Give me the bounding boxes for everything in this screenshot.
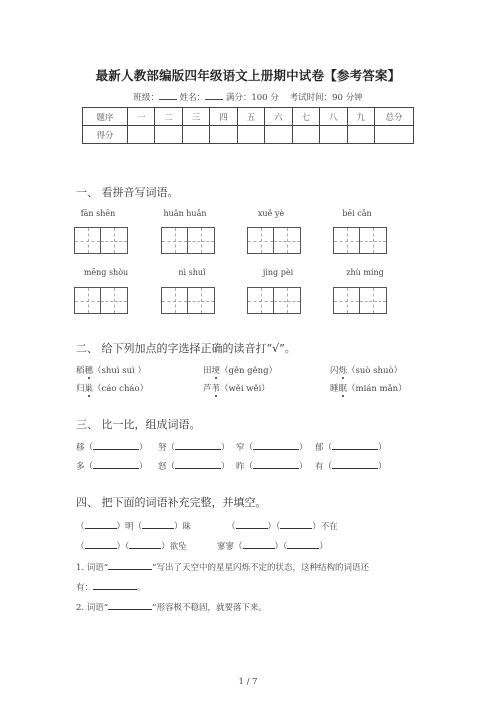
idiom-line-4: 寥寥（ ）（ ） [217, 539, 328, 552]
question-text: 1. 词语“ [76, 563, 109, 573]
score-header: 总分 [375, 108, 414, 126]
score-cell[interactable] [292, 126, 319, 144]
grid-cell[interactable] [161, 227, 188, 254]
idiom-text: ）昧 [174, 522, 192, 532]
grid-cell[interactable] [274, 287, 301, 314]
word-blank-item[interactable]: 怒（ ） [158, 459, 230, 472]
grid-cell[interactable] [161, 287, 188, 314]
full-score: 满分：100 分 [225, 93, 279, 103]
grid-cell[interactable] [101, 287, 128, 314]
pinyin-options: （cáo cháo） [93, 384, 149, 394]
pinyin-label: fān shēn [80, 209, 116, 218]
answer-blank[interactable] [142, 519, 174, 529]
pinyin-options: （wěi wěi） [220, 384, 270, 394]
score-cell[interactable] [182, 126, 209, 144]
base-char: 移 [76, 443, 85, 453]
answer-blank[interactable] [253, 440, 299, 450]
score-row-label: 得分 [83, 126, 128, 144]
dotted-char: 穗 [84, 366, 94, 376]
answer-blank[interactable] [129, 539, 161, 549]
base-char: 昨 [236, 462, 245, 472]
score-value-row [83, 126, 414, 144]
score-header: 五 [237, 108, 264, 126]
word-blank-item[interactable]: 多（ ） [76, 459, 148, 472]
pinyin-label: xuě yè [257, 209, 285, 218]
name-label: 姓名： [179, 93, 206, 103]
base-char: 郁 [315, 443, 324, 453]
tianzige-box[interactable] [333, 227, 387, 254]
grid-cell[interactable] [333, 287, 360, 314]
tianzige-box[interactable] [74, 227, 128, 254]
word-blank-item[interactable]: 昨（ ） [236, 459, 308, 472]
score-header: 一 [128, 108, 155, 126]
idiom-line-2: （ ）（ ）不在 [227, 519, 338, 532]
question-text: 。 [137, 583, 146, 593]
pinyin-label: mēng shòu [83, 268, 129, 277]
word-blank-item[interactable]: 郁（ ） [315, 440, 387, 453]
dotted-char: 烁 [338, 366, 348, 376]
name-blank [205, 91, 223, 100]
word-prefix: 归 [76, 384, 85, 394]
grid-cell[interactable] [360, 227, 387, 254]
answer-blank[interactable] [85, 539, 117, 549]
word-prefix: 闪 [330, 366, 339, 376]
answer-blank[interactable] [175, 440, 221, 450]
word-blank-item[interactable]: 移（ ） [76, 440, 148, 453]
class-label: 班级： [133, 93, 159, 103]
word-blank-item[interactable]: 有（ ） [315, 459, 387, 472]
section1-heading: 一、 看拼音写词语。 [76, 186, 179, 199]
grid-cell[interactable] [247, 287, 274, 314]
page-number: 1 / 7 [238, 677, 258, 687]
score-header: 四 [210, 108, 237, 126]
score-header: 六 [265, 108, 292, 126]
question-text: ”形容极不稳固，就要落下来。 [152, 603, 268, 613]
grid-cell[interactable] [274, 227, 301, 254]
reading-choice-item[interactable] [203, 364, 277, 376]
answer-blank[interactable] [243, 539, 275, 549]
word-prefix: 田 [203, 366, 212, 376]
score-cell[interactable] [237, 126, 264, 144]
question-text: 2. 词语“ [76, 603, 109, 613]
idiom-line-1: （ ）明（ ）昧 [76, 519, 191, 532]
grid-cell[interactable] [188, 287, 215, 314]
pinyin-label: zhù míng [346, 268, 384, 277]
score-header: 三 [182, 108, 209, 126]
exam-info [0, 91, 496, 103]
score-header: 题序 [83, 108, 128, 126]
tianzige-box[interactable] [161, 287, 215, 314]
reading-choice-item[interactable] [203, 382, 270, 394]
pinyin-label: huǎn huǎn [163, 209, 207, 218]
question-1-cont [76, 580, 146, 593]
word-blank-item[interactable]: 努（ ） [158, 440, 230, 453]
base-char: 有 [315, 462, 324, 472]
question-1 [76, 560, 369, 573]
tianzige-box[interactable] [247, 287, 301, 314]
reading-choice-item[interactable] [330, 364, 402, 376]
section2-heading: 二、 给下列加点的字选择正确的读音打“√”。 [76, 342, 296, 355]
section3-heading: 三、 比一比，组成词语。 [76, 418, 201, 431]
word-prefix: 睡 [330, 384, 339, 394]
pinyin-options: （shuì suì ） [93, 366, 147, 376]
idiom-line-3: （ ）（ ）欲坠 [76, 539, 187, 552]
page-title: 最新人教部编版四年级语文上册期中试卷【参考答案】 [95, 68, 401, 83]
pinyin-options: （gěn gěng） [220, 366, 278, 376]
answer-blank[interactable] [93, 440, 139, 450]
pinyin-label: jìng pèi [262, 268, 294, 277]
section4-heading: 四、 把下面的词语补充完整，并填空。 [76, 496, 267, 509]
grid-cell[interactable] [247, 227, 274, 254]
pinyin-options: （mián mǎn） [347, 384, 407, 394]
score-header: 八 [320, 108, 347, 126]
score-cell[interactable] [347, 126, 375, 144]
word-blank-item[interactable]: 窄（ ） [236, 440, 308, 453]
score-cell[interactable] [155, 126, 182, 144]
answer-blank[interactable] [108, 560, 152, 570]
pinyin-label: nì shuǐ [178, 268, 206, 277]
score-cell[interactable] [265, 126, 292, 144]
answer-blank[interactable] [93, 580, 137, 590]
score-cell[interactable] [210, 126, 237, 144]
score-header: 二 [155, 108, 182, 126]
word-prefix: 稻 [76, 366, 85, 376]
answer-blank[interactable] [280, 519, 312, 529]
question-text: ”写出了天空中的星星闪烁不定的状态，这种结构的词语还 [152, 563, 370, 573]
idiom-text: 明（ [125, 522, 143, 532]
idiom-text: 寥寥（ [217, 542, 243, 552]
class-blank [159, 91, 177, 100]
pinyin-label: bēi cǎn [342, 209, 372, 218]
grid-cell[interactable] [188, 227, 215, 254]
answer-blank[interactable] [175, 459, 221, 469]
grid-cell[interactable] [101, 227, 128, 254]
reading-choice-item[interactable] [76, 382, 148, 394]
idiom-text: ）欲坠 [161, 542, 187, 552]
answer-blank[interactable] [287, 539, 319, 549]
answer-blank[interactable] [332, 459, 378, 469]
tianzige-box[interactable] [333, 287, 387, 314]
idiom-text: ）不在 [312, 522, 338, 532]
score-header: 九 [347, 108, 375, 126]
base-char: 怒 [158, 462, 167, 472]
dotted-char: 眠 [338, 384, 348, 394]
grid-cell[interactable] [333, 227, 360, 254]
answer-blank[interactable] [332, 440, 378, 450]
base-char: 多 [76, 462, 85, 472]
base-char: 努 [158, 443, 167, 453]
tianzige-box[interactable] [161, 227, 215, 254]
score-table [82, 107, 414, 144]
answer-blank[interactable] [253, 459, 299, 469]
score-header: 七 [292, 108, 319, 126]
tianzige-box[interactable] [247, 227, 301, 254]
word-prefix: 芦 [203, 384, 212, 394]
score-cell[interactable] [128, 126, 155, 144]
question-2 [76, 600, 267, 613]
answer-blank[interactable] [108, 600, 152, 610]
pinyin-options: （suò shuò） [347, 366, 403, 376]
score-header-row [83, 108, 414, 126]
grid-cell[interactable] [360, 287, 387, 314]
question-text: 有： [76, 583, 94, 593]
reading-choice-item[interactable] [76, 364, 146, 376]
grid-cell[interactable] [74, 227, 101, 254]
reading-choice-item[interactable] [330, 382, 407, 394]
grid-cell[interactable] [74, 287, 101, 314]
exam-time: 考试时间：90 分钟 [289, 93, 363, 103]
dotted-char: 埂 [211, 366, 221, 376]
base-char: 窄 [236, 443, 245, 453]
score-cell[interactable] [320, 126, 347, 144]
answer-blank[interactable] [85, 519, 117, 529]
dotted-char: 苇 [211, 384, 221, 394]
answer-blank[interactable] [93, 459, 139, 469]
score-cell[interactable] [375, 126, 414, 144]
answer-blank[interactable] [236, 519, 268, 529]
dotted-char: 巢 [84, 384, 94, 394]
tianzige-box[interactable] [74, 287, 128, 314]
